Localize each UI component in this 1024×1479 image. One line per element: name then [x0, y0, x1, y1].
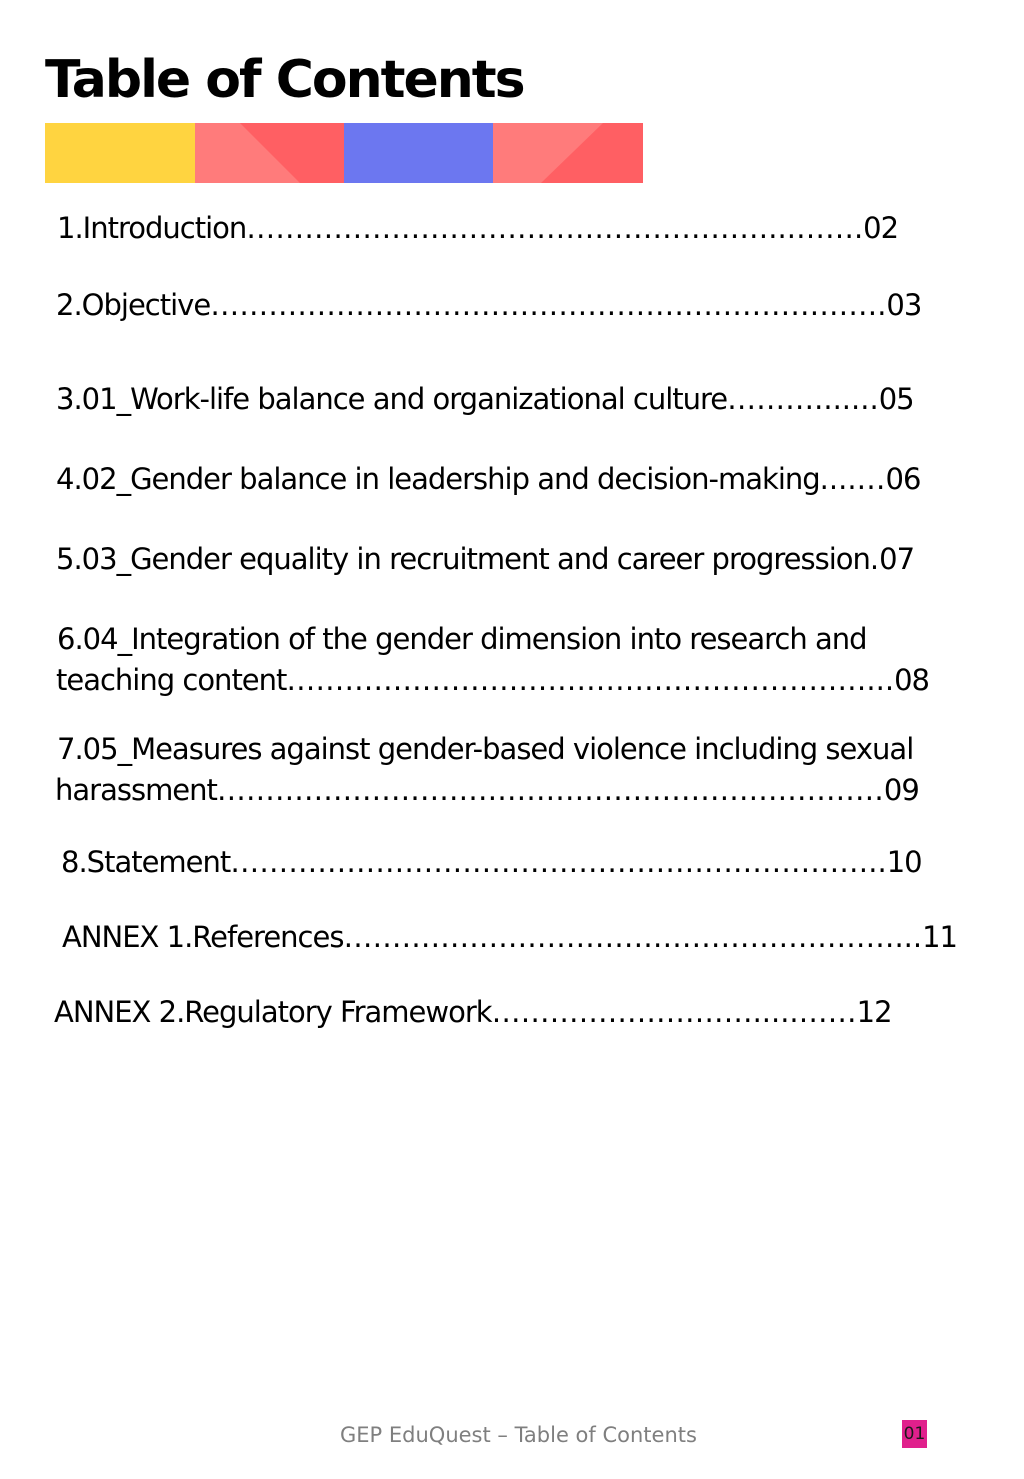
toc-page-number: 02: [863, 211, 899, 245]
toc-page-number: 05: [878, 382, 914, 416]
color-bar-segment-coral-2: [493, 123, 643, 183]
toc-page-number: 07: [879, 542, 915, 576]
toc-item-label: ANNEX 2.Regulatory Framework: [54, 995, 492, 1029]
toc-item-label: 6.04_Integration of the gender dimension into research and: [57, 622, 867, 656]
toc-item-annex-regulatory-framework[interactable]: [54, 992, 892, 1032]
page-number-badge: 01: [902, 1420, 927, 1448]
color-bar-segment-blue: [344, 123, 493, 183]
toc-leader: ……….......: [727, 382, 879, 416]
color-bar-segment-coral: [195, 123, 344, 183]
toc-leader: …………………………………………………………..: [230, 845, 887, 879]
toc-item-gender-dimension-line-2[interactable]: [56, 660, 929, 700]
toc-item-annex-references[interactable]: [62, 917, 957, 957]
toc-item-gender-equality-recruitment[interactable]: [56, 539, 914, 579]
toc-item-statement[interactable]: [61, 842, 922, 882]
color-bar-triangle-2: [493, 123, 643, 183]
toc-page-number: 08: [894, 663, 929, 697]
decorative-color-bar: [45, 123, 643, 183]
toc-item-gender-dimension-line-1[interactable]: [57, 619, 867, 659]
toc-leader: ………………………………………………...…….: [246, 211, 864, 245]
toc-item-label: harassment: [55, 773, 217, 807]
toc-page-number: 10: [886, 845, 922, 879]
toc-page-number: 11: [922, 920, 958, 954]
color-bar-triangle: [195, 123, 344, 183]
toc-leader: .: [869, 542, 880, 576]
toc-item-label: ANNEX 1.References: [62, 920, 344, 954]
toc-leader: …………………………………………………………….: [210, 288, 887, 322]
color-bar-segment-yellow: [45, 123, 195, 183]
toc-item-label: 5.03_Gender equality in recruitment and career progression: [56, 542, 870, 576]
toc-item-label: 1.Introduction: [57, 211, 247, 245]
toc-item-gender-based-violence-line-2[interactable]: [55, 770, 919, 810]
toc-page-number: 03: [886, 288, 922, 322]
toc-item-objective[interactable]: [56, 285, 921, 325]
toc-leader: …………………………………………………...: [343, 920, 923, 954]
toc-item-work-life-balance[interactable]: [56, 379, 914, 419]
footer-text: GEP EduQuest – Table of Contents: [340, 1423, 697, 1447]
toc-page-number: 12: [856, 995, 892, 1029]
toc-item-introduction[interactable]: [57, 208, 898, 248]
toc-leader: ……………………………………………………………: [216, 773, 884, 807]
toc-leader: ……………………………………………………...: [286, 663, 895, 697]
toc-item-label: 7.05_Measures against gender-based violence including sexual: [57, 732, 914, 766]
toc-leader: ……………………….....……: [491, 995, 857, 1029]
toc-item-gender-based-violence-line-1[interactable]: [57, 729, 913, 769]
toc-page-number: 06: [885, 462, 921, 496]
toc-item-label: 2.Objective: [56, 288, 211, 322]
toc-page-number: 09: [883, 773, 919, 807]
toc-item-label: 8.Statement: [61, 845, 231, 879]
toc-item-label: 4.02_Gender balance in leadership and decision-making: [56, 462, 820, 496]
toc-item-label: 3.01_Work-life balance and organizational culture: [56, 382, 728, 416]
toc-leader: ....…: [819, 462, 886, 496]
toc-item-label: teaching content: [56, 663, 287, 697]
toc-item-gender-balance-leadership[interactable]: [56, 459, 920, 499]
page-title: Table of Contents: [45, 50, 524, 110]
